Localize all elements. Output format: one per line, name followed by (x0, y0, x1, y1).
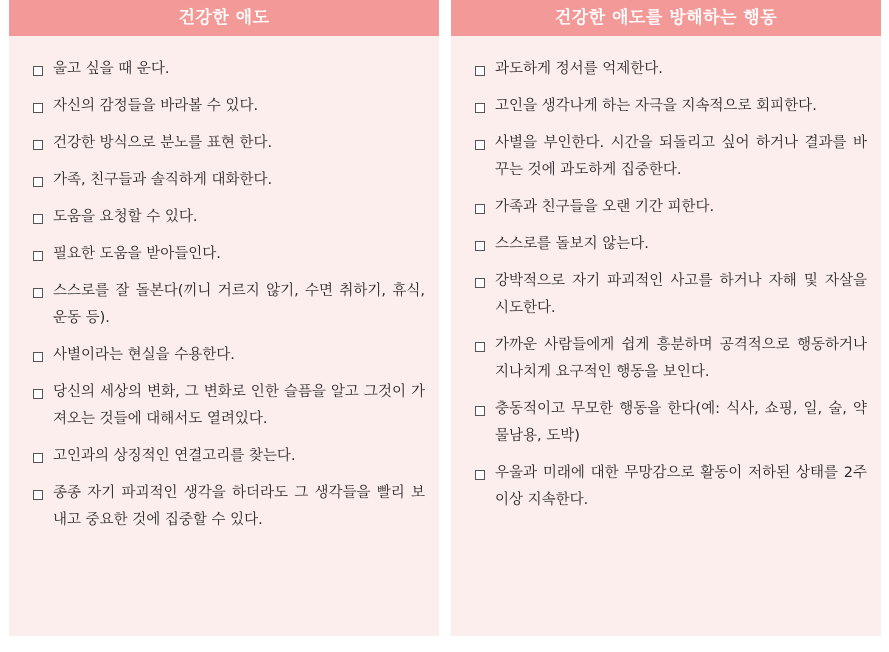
list-item-text: 가족, 친구들과 솔직하게 대화한다. (53, 172, 273, 188)
list-item (33, 93, 425, 120)
checkbox-icon (33, 177, 43, 187)
healthy-grief-panel (9, 0, 439, 636)
checkbox-icon (33, 288, 43, 298)
grief-obstacles-title: 건강한 애도를 방해하는 행동 (451, 0, 881, 36)
list-item-text: 가까운 사람들에게 쉽게 흥분하며 공격적으로 행동하거나 지나치게 요구적인 행동을 보인다. (495, 337, 867, 380)
checkbox-icon (33, 389, 43, 399)
list-item-text: 당신의 세상의 변화, 그 변화로 인한 슬픔을 알고 그것이 가져오는 것들에 대해서도 열려있다. (53, 384, 425, 427)
checkbox-icon (475, 241, 485, 251)
checkbox-icon (33, 66, 43, 76)
list-item-text: 필요한 도움을 받아들인다. (53, 246, 221, 262)
checkbox-icon (475, 66, 485, 76)
list-item (33, 480, 425, 534)
list-item (475, 231, 867, 258)
list-item-text: 고인과의 상징적인 연결고리를 찾는다. (53, 448, 296, 464)
checkbox-icon (475, 278, 485, 288)
list-item (33, 443, 425, 470)
list-item-text: 사별이라는 현실을 수용한다. (53, 347, 235, 363)
list-item (475, 93, 867, 120)
list-item-text: 종종 자기 파괴적인 생각을 하더라도 그 생각들을 빨리 보내고 중요한 것에 집중할 수 있다. (53, 485, 425, 528)
list-item (33, 241, 425, 268)
list-item (475, 130, 867, 184)
checkbox-icon (33, 103, 43, 113)
checkbox-icon (475, 342, 485, 352)
list-item-text: 우울과 미래에 대한 무망감으로 활동이 저하된 상태를 2주 이상 지속한다. (495, 465, 867, 508)
checkbox-icon (33, 251, 43, 261)
checkbox-icon (475, 406, 485, 416)
grief-obstacles-panel (451, 0, 881, 636)
list-item-text: 충동적이고 무모한 행동을 한다(예: 식사, 쇼핑, 일, 술, 약물남용, 도박) (495, 401, 867, 444)
list-item-text: 도움을 요청할 수 있다. (53, 209, 198, 225)
list-item-text: 고인을 생각나게 하는 자극을 지속적으로 회피한다. (495, 98, 817, 114)
list-item-text: 가족과 친구들을 오랜 기간 피한다. (495, 199, 715, 215)
healthy-grief-list (9, 36, 439, 534)
list-item (33, 167, 425, 194)
checkbox-icon (475, 204, 485, 214)
checkbox-icon (475, 470, 485, 480)
checkbox-icon (475, 140, 485, 150)
list-item-text: 울고 싶을 때 운다. (53, 61, 170, 77)
list-item (475, 56, 867, 83)
list-item (475, 268, 867, 322)
list-item (475, 460, 867, 514)
list-item-text: 강박적으로 자기 파괴적인 사고를 하거나 자해 및 자살을 시도한다. (495, 273, 867, 316)
list-item (33, 379, 425, 433)
checkbox-icon (33, 490, 43, 500)
list-item-text: 과도하게 정서를 억제한다. (495, 61, 663, 77)
list-item (33, 204, 425, 231)
checkbox-icon (33, 214, 43, 224)
grief-obstacles-list (451, 36, 881, 514)
checkbox-icon (33, 352, 43, 362)
list-item (33, 342, 425, 369)
list-item (475, 396, 867, 450)
list-item-text: 사별을 부인한다. 시간을 되돌리고 싶어 하거나 결과를 바꾸는 것에 과도하게 집중한다. (495, 135, 867, 178)
list-item (475, 194, 867, 221)
list-item (33, 278, 425, 332)
list-item-text: 스스로를 돌보지 않는다. (495, 236, 649, 252)
list-item (475, 332, 867, 386)
list-item-text: 스스로를 잘 돌본다(끼니 거르지 않기, 수면 취하기, 휴식, 운동 등). (53, 283, 425, 326)
list-item-text: 자신의 감정들을 바라볼 수 있다. (53, 98, 259, 114)
checkbox-icon (33, 453, 43, 463)
list-item (33, 130, 425, 157)
checkbox-icon (33, 140, 43, 150)
healthy-grief-title: 건강한 애도 (9, 0, 439, 36)
list-item-text: 건강한 방식으로 분노를 표현 한다. (53, 135, 273, 151)
checkbox-icon (475, 103, 485, 113)
list-item (33, 56, 425, 83)
